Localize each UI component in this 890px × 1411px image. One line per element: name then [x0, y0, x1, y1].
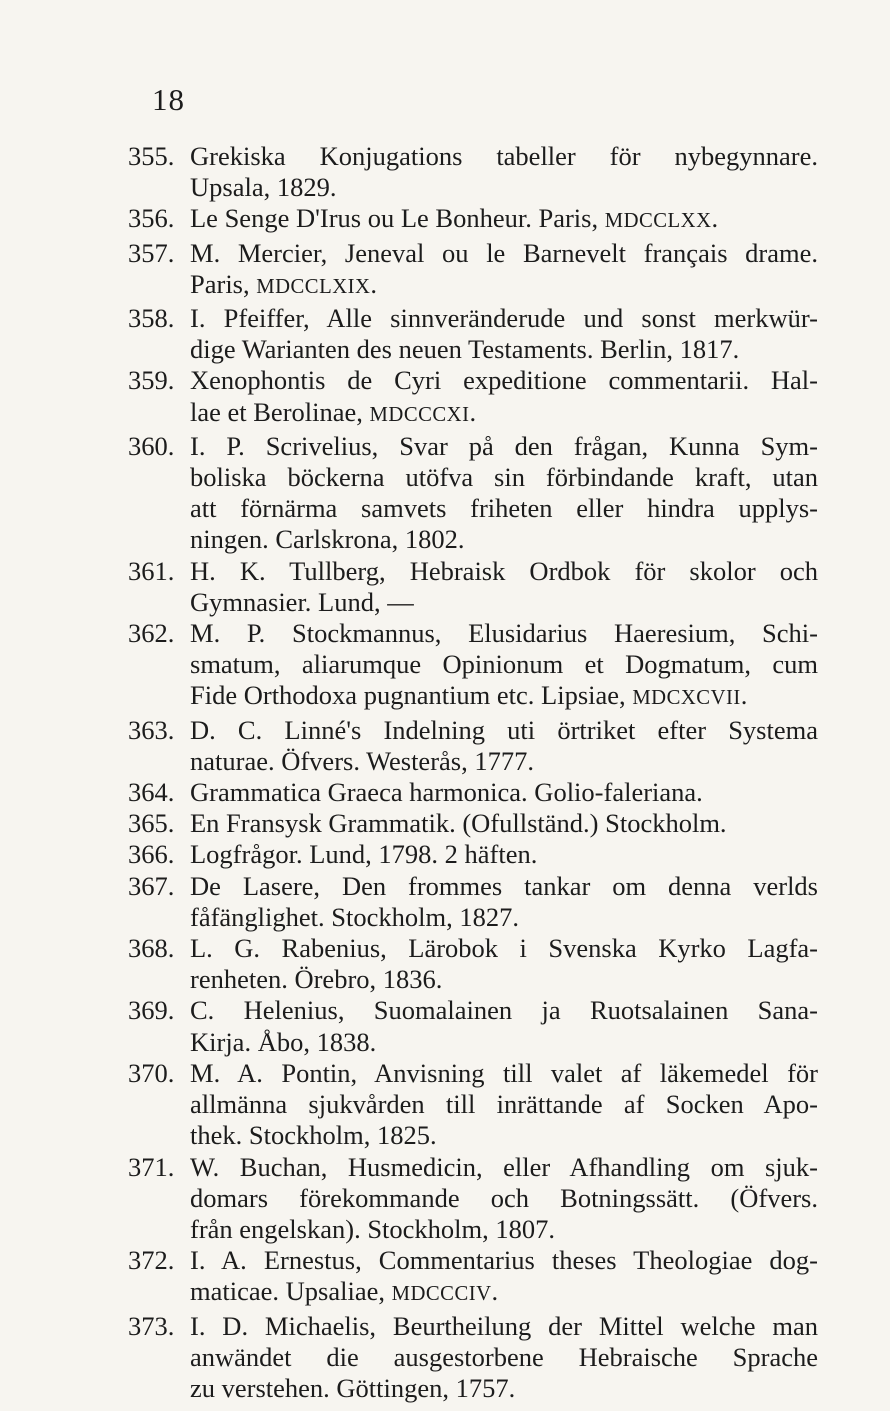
catalog-entry [128, 1245, 818, 1310]
entry-number: 368. [128, 933, 175, 964]
entry-number: 373. [128, 1310, 175, 1341]
catalog-entry [128, 839, 818, 870]
entry-line: smatum, aliarumque Opinionum et Dogmatum, cum [190, 649, 818, 680]
catalog-entry [128, 995, 818, 1057]
entry-number: 366. [128, 839, 175, 870]
entry-line: zu verstehen. Göttingen, 1757. [190, 1372, 516, 1403]
entry-line: Grammatica Graeca harmonica. Golio-faleriana. [190, 777, 703, 808]
roman-year: MDCCLXIX [256, 275, 371, 298]
catalog-entry [128, 777, 818, 808]
entry-line: M. A. Pontin, Anvisning till valet af läkemedel för [190, 1057, 818, 1088]
entry-number: 357. [128, 237, 175, 268]
entry-number: 370. [128, 1057, 175, 1088]
entry-line: anwändet die ausgestorbene Hebraische Sprache [190, 1341, 818, 1372]
entry-line: allmänna sjukvården till inrättande af Socken Apo- [190, 1089, 818, 1120]
entry-text [190, 365, 818, 430]
catalog-entry [128, 203, 818, 237]
roman-year: MDCCCXI [369, 403, 470, 426]
entry-text [190, 808, 818, 839]
entry-text [190, 141, 818, 203]
entry-line: Paris, MDCCLXIX. [190, 268, 378, 299]
entry-line: fåfänglighet. Stockholm, 1827. [190, 901, 519, 932]
entry-number: 355. [128, 141, 175, 171]
entry-line: Le Senge D'Irus ou Le Bonheur. Paris, MDCCLXX. [190, 203, 719, 234]
catalog-entry [128, 933, 818, 995]
entry-text [190, 203, 818, 237]
entry-text [190, 715, 818, 777]
entry-line: L. G. Rabenius, Lärobok i Svenska Kyrko Lagfa- [190, 933, 818, 964]
entry-line: H. K. Tullberg, Hebraisk Ordbok för skolor och [190, 555, 818, 586]
entry-line: naturae. Öfvers. Westerås, 1777. [190, 745, 534, 776]
entry-text [190, 1152, 818, 1246]
entry-line: renheten. Örebro, 1836. [190, 964, 443, 995]
entry-line: En Fransysk Grammatik. (Ofullständ.) Stockholm. [190, 808, 727, 839]
catalog-entry [128, 238, 818, 303]
entry-line: M. Mercier, Jeneval ou le Barnevelt français drame. [190, 237, 818, 268]
entry-number: 361. [128, 555, 175, 586]
entry-line: De Lasere, Den frommes tankar om denna verlds [190, 870, 818, 901]
entry-line: I. P. Scrivelius, Svar på den frågan, Kunna Sym- [190, 430, 818, 461]
entry-text [190, 777, 818, 808]
entry-line: Upsala, 1829. [190, 172, 337, 203]
entry-text [190, 238, 818, 303]
entry-line: Kirja. Åbo, 1838. [190, 1026, 377, 1057]
entry-text [190, 1311, 818, 1405]
entry-text [190, 933, 818, 995]
entry-number: 360. [128, 430, 175, 461]
entry-line: I. D. Michaelis, Beurtheilung der Mittel welche man [190, 1310, 818, 1341]
catalog-entry [128, 1311, 818, 1405]
entry-line: W. Buchan, Husmedicin, eller Afhandling om sjuk- [190, 1151, 818, 1182]
entry-line: thek. Stockholm, 1825. [190, 1120, 437, 1151]
entry-number: 359. [128, 365, 175, 396]
entry-line: M. P. Stockmannus, Elusidarius Haeresium, Schi- [190, 618, 818, 649]
catalog-entry [128, 808, 818, 839]
entry-line: Grekiska Konjugations tabeller för nybegynnare. [190, 141, 818, 171]
catalog-entry [128, 431, 818, 556]
entry-line: maticae. Upsaliae, MDCCCIV. [190, 1276, 499, 1307]
catalog-entry [128, 1152, 818, 1246]
entry-text [190, 618, 818, 715]
entry-number: 364. [128, 777, 175, 808]
entry-number: 365. [128, 808, 175, 839]
entry-line: C. Helenius, Suomalainen ja Ruotsalainen Sana- [190, 995, 818, 1026]
entry-text [190, 303, 818, 365]
entry-line: D. C. Linné's Indelning uti örtriket efter Systema [190, 714, 818, 745]
entry-text [190, 1058, 818, 1152]
entry-line: Logfrågor. Lund, 1798. 2 häften. [190, 839, 538, 870]
catalog-entry [128, 141, 818, 203]
entry-number: 369. [128, 995, 175, 1026]
entry-text [190, 995, 818, 1057]
catalog-entry [128, 1058, 818, 1152]
catalog-entries [128, 141, 818, 1404]
catalog-entry [128, 618, 818, 715]
entry-text [190, 871, 818, 933]
catalog-entry [128, 715, 818, 777]
roman-year: MDCCCIV [391, 1283, 492, 1306]
entry-text [190, 556, 818, 618]
catalog-entry [128, 303, 818, 365]
entry-number: 358. [128, 303, 175, 334]
entry-line: att förnärma samvets friheten eller hindra upplys- [190, 493, 818, 524]
entry-text [190, 1245, 818, 1310]
entry-line: I. Pfeiffer, Alle sinnveränderude und sonst merkwür- [190, 303, 818, 334]
entry-line: ningen. Carlskrona, 1802. [190, 524, 465, 555]
entry-line: från engelskan). Stockholm, 1807. [190, 1213, 556, 1244]
roman-year: MDCXCVII [632, 687, 741, 710]
entry-number: 356. [128, 203, 175, 234]
catalog-entry [128, 365, 818, 430]
entry-line: Fide Orthodoxa pugnantium etc. Lipsiae, MDCXCVII. [190, 680, 748, 711]
entry-line: dige Warianten des neuen Testaments. Berlin, 1817. [190, 334, 740, 365]
entry-text [190, 839, 818, 870]
entry-number: 372. [128, 1245, 175, 1276]
roman-year: MDCCLXX [604, 210, 712, 233]
catalog-entry [128, 556, 818, 618]
page-number: 18 [152, 82, 185, 117]
entry-text [190, 431, 818, 556]
entry-number: 363. [128, 714, 175, 745]
entry-number: 367. [128, 870, 175, 901]
entry-line: I. A. Ernestus, Commentarius theses Theologiae dog- [190, 1245, 818, 1276]
catalog-entry [128, 871, 818, 933]
entry-number: 362. [128, 618, 175, 649]
entry-line: lae et Berolinae, MDCCCXI. [190, 396, 477, 427]
entry-number: 371. [128, 1151, 175, 1182]
entry-line: domars förekommande och Botningssätt. (Öfvers. [190, 1182, 818, 1213]
entry-line: Xenophontis de Cyri expeditione commentarii. Hal- [190, 365, 818, 396]
entry-line: Gymnasier. Lund, — [190, 586, 414, 617]
entry-line: boliska böckerna utöfva sin förbindande kraft, utan [190, 462, 818, 493]
